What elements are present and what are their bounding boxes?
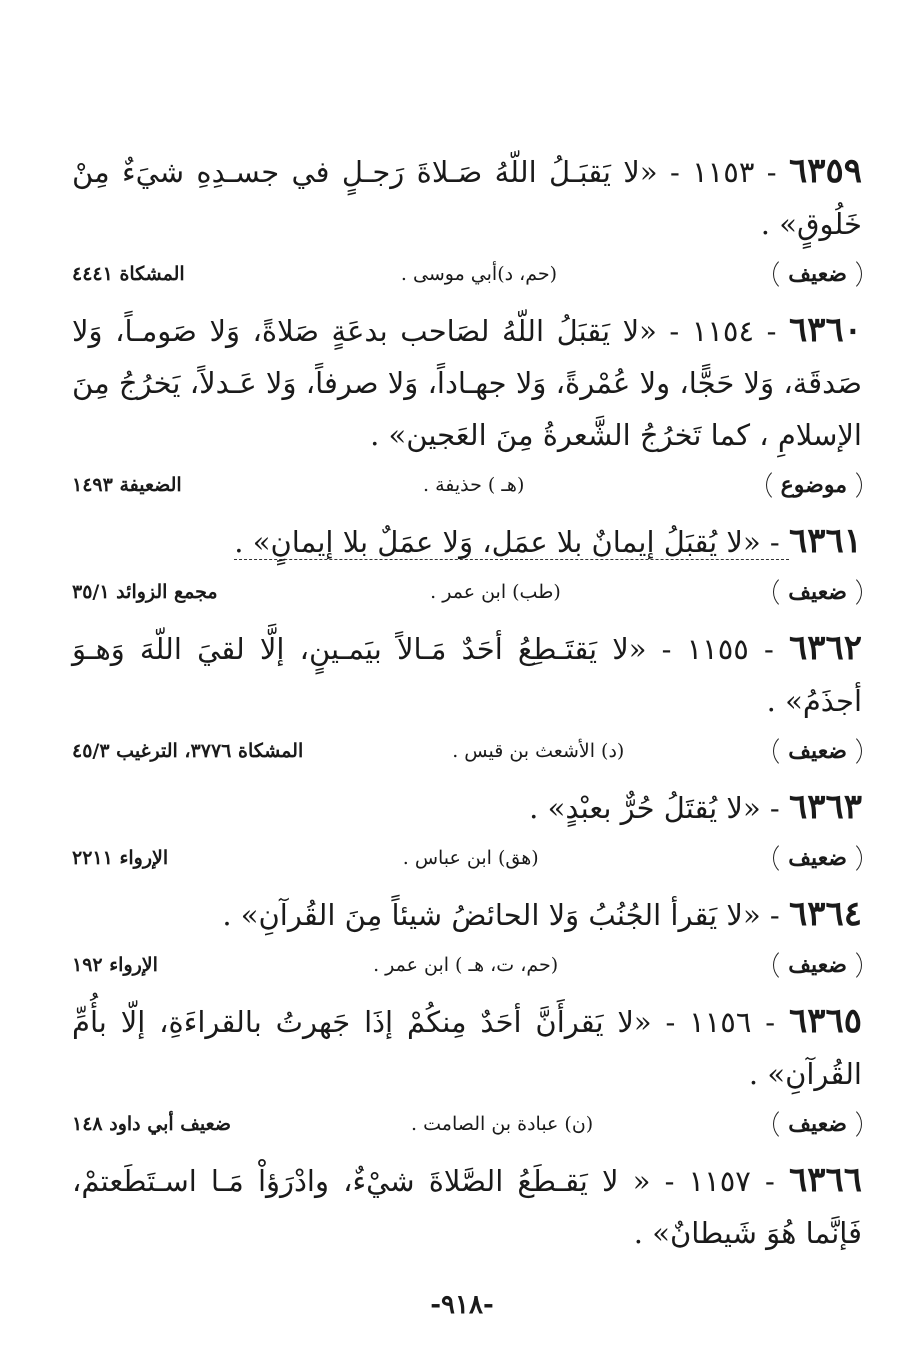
source-line <box>72 572 862 612</box>
grade-label: ضعيف <box>773 947 862 983</box>
source-line <box>72 254 862 294</box>
hadith-entry <box>72 622 862 727</box>
reference: الضعيفة ١٤٩٣ <box>72 474 182 496</box>
narrator: (هق) ابن عباس . <box>402 847 539 869</box>
entry-text: - ١١٥٧ - « لا يَقـطَعُ الصَّلاةَ شيْءٌ، وادْرَؤاْ مَـا اسـتَطَعتمْ، فَإنَّما هُوَ شَيطانٌ» . <box>72 1164 862 1250</box>
grade-label: ضعيف <box>773 256 862 292</box>
reference: الإرواء ٢٢١١ <box>72 847 169 869</box>
hadith-entry <box>72 781 862 834</box>
hadith-entry <box>72 515 862 568</box>
hadith-entry <box>72 1154 862 1259</box>
reference: مجمع الزوائد ٣٥/١ <box>72 581 218 603</box>
hadith-entry <box>72 995 862 1100</box>
grade-label: ضعيف <box>773 574 862 610</box>
grade-label: موضوع <box>766 467 862 503</box>
reference: المشكاة ٣٧٧٦، الترغيب ٤٥/٣ <box>72 740 304 762</box>
entry-number: ٦٣٦٢ <box>788 628 862 668</box>
entry-text: - ١١٥٦ - «لا يَقرأَنَّ أحَدٌ مِنكُمْ إذَا جَهرتُ بالقراءَةِ، إلّا بأُمِّ القُرآنِ» . <box>72 1005 862 1091</box>
entry-number: ٦٣٦٤ <box>788 894 862 934</box>
narrator: (د) الأشعث بن قيس . <box>452 740 625 762</box>
grade-label: ضعيف <box>773 1106 862 1142</box>
source-line <box>72 945 862 985</box>
entry-text: - ١١٥٥ - «لا يَقتَـطِعُ أحَدٌ مَـالاً بيَمـينٍ، إلَّا لقيَ اللّهَ وَهـوَ أجذَمُ» . <box>72 632 862 718</box>
narrator: (حم، ت، هـ ) ابن عمر . <box>373 954 559 976</box>
entry-number: ٦٣٥٩ <box>788 151 862 191</box>
page-number: -٩١٨- <box>430 1290 494 1320</box>
narrator: (هـ ) حذيفة . <box>422 474 525 496</box>
entry-number: ٦٣٦٣ <box>788 787 862 827</box>
entry-number: ٦٣٦١ <box>788 521 862 561</box>
hadith-entry <box>72 145 862 250</box>
grade-label: ضعيف <box>773 733 862 769</box>
narrator: (ن) عبادة بن الصامت . <box>411 1113 594 1135</box>
entry-number: ٦٣٦٠ <box>788 310 862 350</box>
source-line <box>72 838 862 878</box>
reference: الإرواء ١٩٢ <box>72 954 158 976</box>
narrator: (حم، د)أبي موسى . <box>400 263 558 285</box>
narrator: (طب) ابن عمر . <box>430 581 561 603</box>
source-line <box>72 465 862 505</box>
entry-text: - «لا يُقتَلُ حُرٌّ بعبْدٍ» . <box>529 791 789 825</box>
entry-number: ٦٣٦٥ <box>788 1001 862 1041</box>
grade-label: ضعيف <box>773 840 862 876</box>
reference: المشكاة ٤٤٤١ <box>72 263 185 285</box>
source-line <box>72 731 862 771</box>
entry-text: - ١١٥٣ - «لا يَقبَـلُ اللّهُ صَـلاةَ رَجـلٍ في جسـدِهِ شيَءٌ مِنْ خَلُوقٍ» . <box>72 155 862 241</box>
entry-text: - ١١٥٤ - «لا يَقبَلُ اللّهُ لصَاحب بدعَةٍ صَلاةً، وَلا صَومـاً، وَلا صَدقَة، وَلا حَجًّا، ولا عُمْرةً، وَلا جهـاداً، وَلا صرفاً، وَلا عَـدلاً، يَخرُجُ مِنَ الإسلامِ ، كما تَخرُجُ الشَّعرةُ مِنَ العَجين» . <box>72 314 862 452</box>
reference: ضعيف أبي داود ١٤٨ <box>72 1113 231 1135</box>
entry-number: ٦٣٦٦ <box>788 1160 862 1200</box>
source-line <box>72 1104 862 1144</box>
entry-text: - «لا يَقرأ الجُنُبُ وَلا الحائضُ شيئاً مِنَ القُرآنِ» . <box>222 898 789 932</box>
hadith-entry <box>72 304 862 461</box>
entry-text: - «لا يُقبَلُ إيمانٌ بلا عمَل، وَلا عمَلٌ بلا إيمانٍ» . <box>234 525 789 559</box>
hadith-entry <box>72 888 862 941</box>
